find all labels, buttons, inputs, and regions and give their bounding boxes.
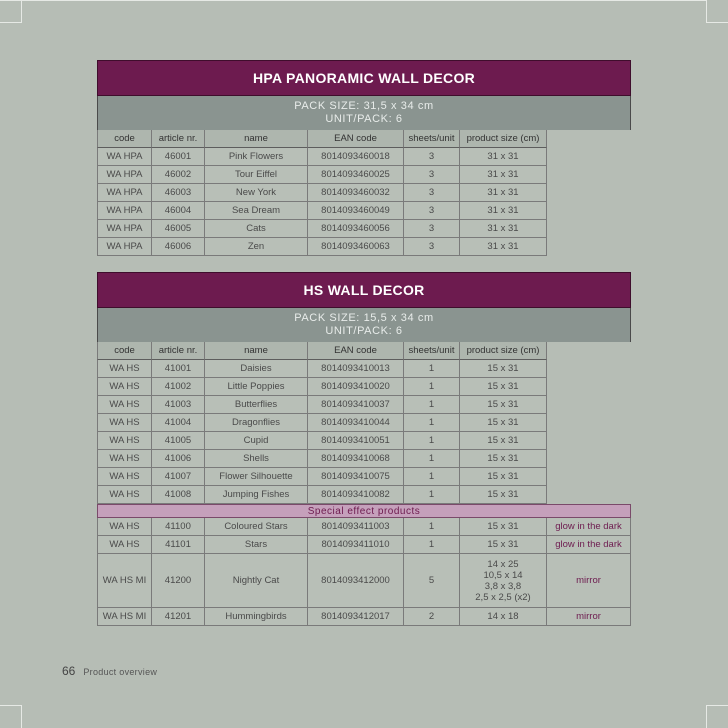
hs-unit-pack: UNIT/PACK: 6 <box>325 325 403 337</box>
table-cell: Cats <box>205 220 308 238</box>
table-row <box>97 220 631 238</box>
special-effect-label: Special effect products <box>97 504 631 518</box>
table-cell: WA HS <box>97 486 152 504</box>
table-cell: 41200 <box>152 554 205 608</box>
table-cell: 3 <box>404 184 460 202</box>
table-cell: mirror <box>547 554 631 608</box>
table-row <box>97 608 631 626</box>
table-cell: WA HS <box>97 518 152 536</box>
table-cell: Cupid <box>205 432 308 450</box>
table-row <box>97 536 631 554</box>
page-number: 66 <box>62 664 76 678</box>
table-cell: 8014093410075 <box>308 468 404 486</box>
table-cell: 14 x 25 10,5 x 14 3,8 x 3,8 2,5 x 2,5 (x2) <box>460 554 547 608</box>
table-cell: 41201 <box>152 608 205 626</box>
crop-mark <box>706 22 728 23</box>
hpa-title: HPA PANORAMIC WALL DECOR <box>97 60 631 96</box>
table-cell: WA HPA <box>97 202 152 220</box>
table-cell: 1 <box>404 518 460 536</box>
column-header: name <box>205 130 308 148</box>
column-header: EAN code <box>308 130 404 148</box>
hs-table-body <box>97 360 631 504</box>
table-cell: 8014093410020 <box>308 378 404 396</box>
table-cell: glow in the dark <box>547 536 631 554</box>
table-cell: WA HS <box>97 360 152 378</box>
table-cell: 31 x 31 <box>460 238 547 256</box>
table-cell: 8014093410082 <box>308 486 404 504</box>
table-row <box>97 166 631 184</box>
hs-section <box>97 272 631 626</box>
table-cell: 8014093410013 <box>308 360 404 378</box>
hpa-unit-pack: UNIT/PACK: 6 <box>325 113 403 125</box>
table-cell: 1 <box>404 536 460 554</box>
table-row <box>97 202 631 220</box>
table-row <box>97 468 631 486</box>
table-cell: New York <box>205 184 308 202</box>
table-cell-empty <box>547 468 631 486</box>
page-footer <box>62 664 157 678</box>
table-cell: 1 <box>404 396 460 414</box>
table-cell: 41001 <box>152 360 205 378</box>
table-cell: 41006 <box>152 450 205 468</box>
column-header: sheets/unit <box>404 130 460 148</box>
table-row <box>97 238 631 256</box>
column-header: article nr. <box>152 130 205 148</box>
table-cell: 8014093412000 <box>308 554 404 608</box>
table-row <box>97 184 631 202</box>
table-cell: Sea Dream <box>205 202 308 220</box>
table-cell: 2 <box>404 608 460 626</box>
table-cell: WA HS MI <box>97 608 152 626</box>
table-cell-empty <box>547 432 631 450</box>
table-cell: 41005 <box>152 432 205 450</box>
table-cell: Zen <box>205 238 308 256</box>
table-cell: 15 x 31 <box>460 396 547 414</box>
table-cell-empty <box>547 486 631 504</box>
table-cell: 1 <box>404 450 460 468</box>
table-cell: 15 x 31 <box>460 536 547 554</box>
table-cell: WA HPA <box>97 148 152 166</box>
table-cell: WA HS <box>97 536 152 554</box>
table-cell: 8014093460063 <box>308 238 404 256</box>
table-cell: 41008 <box>152 486 205 504</box>
hpa-pack-size: PACK SIZE: 31,5 x 34 cm <box>294 100 434 112</box>
table-cell: 14 x 18 <box>460 608 547 626</box>
table-row <box>97 378 631 396</box>
table-cell: WA HPA <box>97 220 152 238</box>
table-cell: 31 x 31 <box>460 184 547 202</box>
table-cell: 46003 <box>152 184 205 202</box>
table-cell: 8014093412017 <box>308 608 404 626</box>
table-row <box>97 396 631 414</box>
table-cell: 41003 <box>152 396 205 414</box>
crop-mark <box>706 705 707 728</box>
footer-label: Product overview <box>83 667 158 677</box>
table-cell: mirror <box>547 608 631 626</box>
table-cell: 15 x 31 <box>460 450 547 468</box>
table-cell: 3 <box>404 148 460 166</box>
table-cell: Flower Silhouette <box>205 468 308 486</box>
column-header: name <box>205 342 308 360</box>
table-cell: Daisies <box>205 360 308 378</box>
table-cell: 41101 <box>152 536 205 554</box>
table-cell-empty <box>547 378 631 396</box>
table-cell-empty <box>547 450 631 468</box>
table-row <box>97 360 631 378</box>
table-cell-empty <box>547 396 631 414</box>
table-cell: 3 <box>404 220 460 238</box>
crop-mark <box>21 0 22 22</box>
table-cell-empty <box>547 238 631 256</box>
special-table-body <box>97 518 631 626</box>
table-cell: WA HPA <box>97 184 152 202</box>
table-cell: 1 <box>404 468 460 486</box>
column-header: EAN code <box>308 342 404 360</box>
table-cell-empty <box>547 148 631 166</box>
crop-mark <box>0 22 22 23</box>
table-cell: 3 <box>404 202 460 220</box>
table-cell: Shells <box>205 450 308 468</box>
table-cell: WA HPA <box>97 166 152 184</box>
table-cell: 1 <box>404 432 460 450</box>
table-cell: WA HS <box>97 396 152 414</box>
table-cell: 1 <box>404 360 460 378</box>
table-cell: 8014093460018 <box>308 148 404 166</box>
table-cell: 15 x 31 <box>460 468 547 486</box>
table-row <box>97 518 631 536</box>
table-cell: WA HS MI <box>97 554 152 608</box>
table-cell: 31 x 31 <box>460 220 547 238</box>
column-header: article nr. <box>152 342 205 360</box>
crop-mark <box>0 0 706 1</box>
crop-mark <box>0 705 22 706</box>
table-cell: 8014093460056 <box>308 220 404 238</box>
table-cell: WA HS <box>97 450 152 468</box>
table-row <box>97 486 631 504</box>
table-cell: 15 x 31 <box>460 378 547 396</box>
hs-pack-info <box>97 308 631 342</box>
table-cell: 1 <box>404 486 460 504</box>
column-header: code <box>97 342 152 360</box>
table-cell: Nightly Cat <box>205 554 308 608</box>
table-cell: 3 <box>404 166 460 184</box>
table-cell: WA HS <box>97 432 152 450</box>
table-cell: 31 x 31 <box>460 166 547 184</box>
table-cell: 8014093410051 <box>308 432 404 450</box>
table-cell: 41007 <box>152 468 205 486</box>
table-cell: 15 x 31 <box>460 360 547 378</box>
table-cell: 8014093411010 <box>308 536 404 554</box>
column-header: code <box>97 130 152 148</box>
table-cell-empty <box>547 184 631 202</box>
crop-mark <box>706 705 728 706</box>
table-cell-empty <box>547 360 631 378</box>
hs-title: HS WALL DECOR <box>97 272 631 308</box>
column-header-blank <box>547 342 631 360</box>
hpa-table-body <box>97 148 631 256</box>
table-cell: 15 x 31 <box>460 486 547 504</box>
table-cell: 8014093410044 <box>308 414 404 432</box>
table-cell: 46004 <box>152 202 205 220</box>
table-cell: 31 x 31 <box>460 202 547 220</box>
table-cell: 31 x 31 <box>460 148 547 166</box>
column-header: product size (cm) <box>460 342 547 360</box>
crop-mark <box>706 0 707 22</box>
hs-pack-size: PACK SIZE: 15,5 x 34 cm <box>294 312 434 324</box>
table-cell-empty <box>547 166 631 184</box>
table-cell: 3 <box>404 238 460 256</box>
table-cell: 46005 <box>152 220 205 238</box>
column-header: product size (cm) <box>460 130 547 148</box>
table-cell: 1 <box>404 414 460 432</box>
crop-mark <box>21 705 22 728</box>
table-cell: 5 <box>404 554 460 608</box>
table-cell: 15 x 31 <box>460 414 547 432</box>
table-cell: 41100 <box>152 518 205 536</box>
table-cell-empty <box>547 202 631 220</box>
table-cell: Butterflies <box>205 396 308 414</box>
column-header: sheets/unit <box>404 342 460 360</box>
table-cell: 8014093410068 <box>308 450 404 468</box>
table-cell: 8014093460032 <box>308 184 404 202</box>
column-header-blank <box>547 130 631 148</box>
table-cell: 41002 <box>152 378 205 396</box>
table-cell: Little Poppies <box>205 378 308 396</box>
table-cell: 15 x 31 <box>460 432 547 450</box>
table-cell: Tour Eiffel <box>205 166 308 184</box>
hpa-section <box>97 60 631 256</box>
table-cell: 41004 <box>152 414 205 432</box>
table-cell: 8014093460025 <box>308 166 404 184</box>
table-cell: 1 <box>404 378 460 396</box>
table-cell: 8014093411003 <box>308 518 404 536</box>
table-cell: Stars <box>205 536 308 554</box>
table-cell: 46006 <box>152 238 205 256</box>
table-cell: 15 x 31 <box>460 518 547 536</box>
table-cell: Hummingbirds <box>205 608 308 626</box>
table-row <box>97 414 631 432</box>
table-cell: Dragonflies <box>205 414 308 432</box>
table-cell: WA HS <box>97 468 152 486</box>
hs-header-row <box>97 342 631 360</box>
table-row <box>97 432 631 450</box>
table-cell-empty <box>547 414 631 432</box>
table-cell: WA HS <box>97 414 152 432</box>
table-row <box>97 554 631 608</box>
table-cell: Pink Flowers <box>205 148 308 166</box>
table-cell: glow in the dark <box>547 518 631 536</box>
table-cell: WA HPA <box>97 238 152 256</box>
table-cell: 46002 <box>152 166 205 184</box>
hpa-pack-info <box>97 96 631 130</box>
table-cell: 8014093410037 <box>308 396 404 414</box>
table-cell: 8014093460049 <box>308 202 404 220</box>
table-row <box>97 450 631 468</box>
table-row <box>97 148 631 166</box>
table-cell: 46001 <box>152 148 205 166</box>
table-cell: WA HS <box>97 378 152 396</box>
table-cell: Coloured Stars <box>205 518 308 536</box>
table-cell-empty <box>547 220 631 238</box>
table-cell: Jumping Fishes <box>205 486 308 504</box>
hpa-header-row <box>97 130 631 148</box>
